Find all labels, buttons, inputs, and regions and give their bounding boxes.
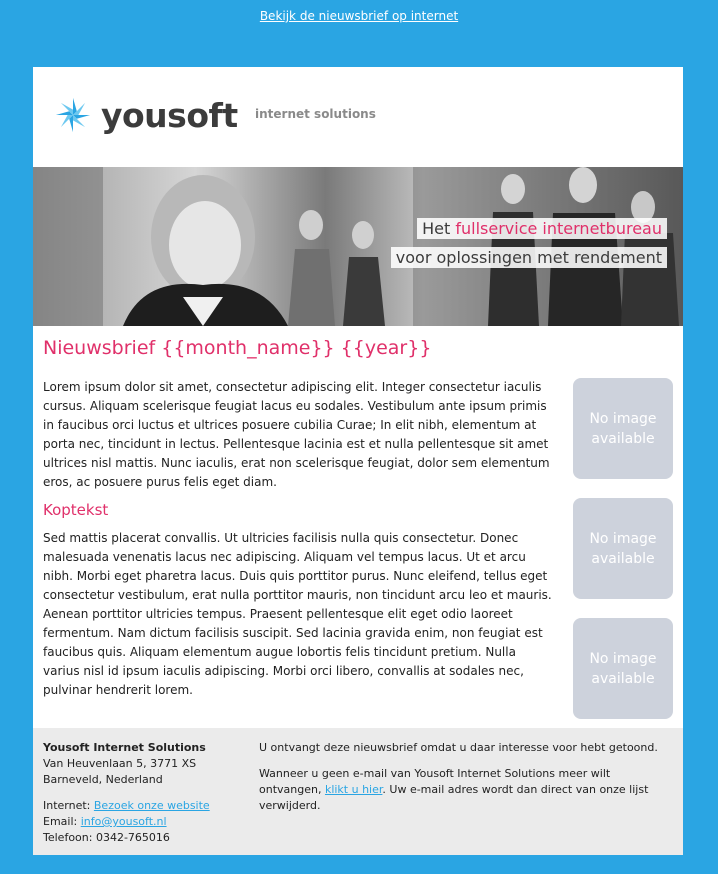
view-online-link[interactable]: Bekijk de nieuwsbrief op internet <box>259 9 459 23</box>
logo-wordmark: yousoft <box>101 95 238 135</box>
footer-contact <box>43 740 210 846</box>
hero-headline <box>417 218 667 239</box>
placeholder-text-line1: No image <box>589 530 657 547</box>
brand-logo[interactable] <box>54 95 238 135</box>
address-line1: Van Heuvenlaan 5, 3771 XS <box>43 757 197 770</box>
footer-notice <box>259 740 669 814</box>
unsubscribe-link[interactable]: klikt u hier <box>324 783 383 796</box>
intro-paragraph: Lorem ipsum dolor sit amet, consectetur adipiscing elit. Integer consectetur iaculis cursus. Aliquam scelerisque feugiat lacus eu sodales. Vestibulum ante ipsum primis in faucibus orci luctus et ultrices posuere cubilia Curae; In elit nibh, elementum at porta nec, tincidunt in lectus. Pellentesque lacinia est et nulla pellentesque sit amet ultrices nisl mattis. Nunc iaculis, erat non scelerisque feugiat, dolor sem elementum eros, ac posuere purus felis eget diam. <box>43 380 550 489</box>
subscription-notice: U ontvangt deze nieuwsbrief omdat u daar interesse voor hebt getoond. <box>259 741 658 754</box>
phone-number: Telefoon: 0342-765016 <box>43 831 170 844</box>
star-logo-icon <box>54 96 92 134</box>
image-placeholder <box>573 618 673 719</box>
website-link[interactable]: Bezoek onze website <box>93 799 210 812</box>
tagline: internet solutions <box>255 107 376 121</box>
address-line2: Barneveld, Nederland <box>43 773 163 786</box>
footer <box>33 728 683 855</box>
internet-row <box>43 798 210 814</box>
section-heading: Koptekst <box>43 501 109 519</box>
section-paragraph: Sed mattis placerat convallis. Ut ultricies facilisis nulla quis consectetur. Donec malesuada venenatis lacus nec adipiscing. Aliquam vel tempus lacus. Ut et arcu nibh. Morbi eget pharetra lacus. Duis quis porttitor purus. Nunc eleifend, tellus eget consectetur vestibulum, erat nulla porttitor mauris, non tincidunt arcu leo et mauris. Aenean porttitor ultricies tempus. Praesent pellentesque elit eget odio laoreet fermentum. Nam dictum facilisis suscipit. Sed lacinia gravida enim, non feugiat est faucibus quis. Aliquam elementum augue lobortis felis tincidunt pretium. Nulla varius nisl id ipsum iaculis adipiscing. Morbi orci libero, convallis at sodales nec, pulvinar hendrerit lorem. <box>43 531 552 697</box>
image-placeholder <box>573 378 673 479</box>
unsubscribe-text <box>259 766 669 814</box>
newsletter-title: Nieuwsbrief {{month_name}} {{year}} <box>43 337 432 359</box>
company-name: Yousoft Internet Solutions <box>43 741 206 754</box>
internet-label: Internet: <box>43 799 94 812</box>
unsubscribe-prefix: Wanneer u geen e-mail van Yousoft Internet Solutions meer wilt ontvangen, <box>259 767 611 796</box>
email-link[interactable]: info@yousoft.nl <box>80 815 167 828</box>
placeholder-text-line2: available <box>591 550 655 567</box>
placeholder-text-line2: available <box>591 670 655 687</box>
unsubscribe-suffix: . Uw e-mail adres wordt dan direct van onze lijst verwijderd. <box>259 783 649 812</box>
newsletter-card <box>33 67 683 855</box>
image-placeholder <box>573 498 673 599</box>
placeholder-text-line1: No image <box>589 410 657 427</box>
hero-subline: voor oplossingen met rendement <box>391 247 667 268</box>
email-row <box>43 814 210 830</box>
email-label: Email: <box>43 815 81 828</box>
hero-banner <box>33 167 683 326</box>
hero-headline-highlight: fullservice internetbureau <box>455 219 662 238</box>
placeholder-text-line2: available <box>591 430 655 447</box>
placeholder-text-line1: No image <box>589 650 657 667</box>
hero-headline-prefix: Het <box>422 219 456 238</box>
